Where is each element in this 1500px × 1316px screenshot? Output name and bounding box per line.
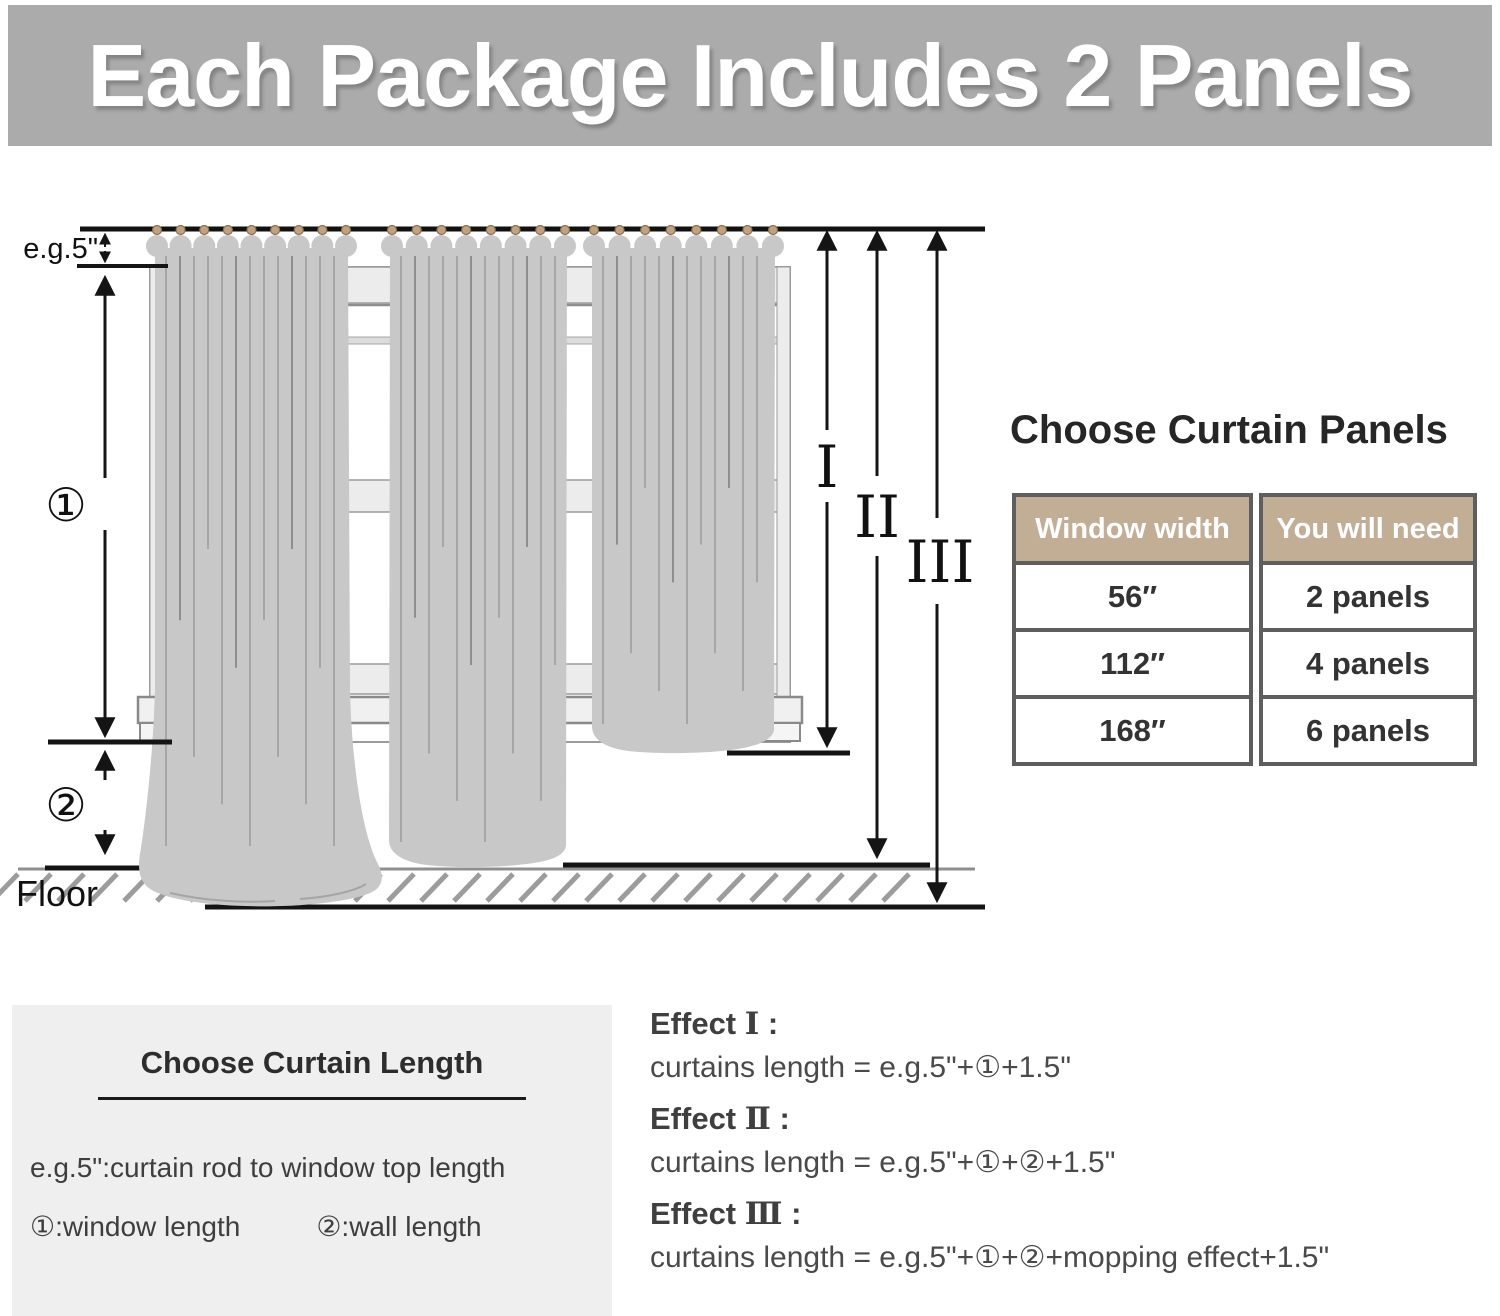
table-cell: 6 panels bbox=[1263, 695, 1473, 762]
floor-hatching bbox=[0, 874, 909, 901]
effect-2-label: Effect Ⅱ : bbox=[650, 1101, 790, 1137]
table-cell: 2 panels bbox=[1263, 561, 1473, 628]
circled-2-marker: ② bbox=[45, 779, 87, 831]
curtain-hooks bbox=[153, 226, 351, 235]
curtain-panel-floor-length bbox=[381, 235, 576, 867]
effect-1-marker: I bbox=[815, 433, 839, 501]
header-banner bbox=[8, 5, 1492, 146]
length-definition-eg5: e.g.5":curtain rod to window top length bbox=[30, 1152, 506, 1183]
curtain-panel-sill-length bbox=[583, 235, 784, 753]
floor-label: Floor bbox=[16, 873, 99, 914]
effects-formulas bbox=[650, 1006, 1500, 1291]
effect-3-label: Effect Ⅲ : bbox=[650, 1196, 802, 1232]
table-cell: 168″ bbox=[1016, 695, 1249, 762]
curtain-panel-mopping bbox=[139, 235, 382, 906]
column-header: Window width bbox=[1016, 497, 1249, 561]
column-header: You will need bbox=[1263, 497, 1473, 561]
circled-1-marker: ① bbox=[45, 479, 87, 531]
effect-2-marker: II bbox=[854, 483, 900, 551]
length-box-title: Choose Curtain Length bbox=[140, 1045, 484, 1080]
definition-wall-length: ②:wall length bbox=[316, 1211, 482, 1242]
window-width-column bbox=[1012, 493, 1253, 766]
definition-window-length: ①:window length bbox=[30, 1211, 241, 1242]
length-guide-box bbox=[12, 1005, 612, 1316]
length-definitions bbox=[30, 1210, 612, 1243]
rod-gap-label: e.g.5" bbox=[23, 233, 98, 265]
table-cell: 4 panels bbox=[1263, 628, 1473, 695]
effect-1-formula: curtains length = e.g.5"+①+1.5" bbox=[650, 1051, 1071, 1084]
page-title: Each Package Includes 2 Panels bbox=[87, 25, 1413, 125]
panels-table bbox=[1012, 493, 1477, 766]
effect-2-formula: curtains length = e.g.5"+①+②+1.5" bbox=[650, 1146, 1116, 1179]
rod-gap-measure bbox=[23, 233, 105, 265]
panels-table-title: Choose Curtain Panels bbox=[1010, 408, 1448, 452]
table-cell: 56″ bbox=[1016, 561, 1249, 628]
title-underline bbox=[98, 1097, 526, 1100]
effect-3-marker: III bbox=[905, 528, 975, 596]
effect-3-formula: curtains length = e.g.5"+①+②+mopping effect+1.5" bbox=[650, 1241, 1330, 1274]
panels-needed-column bbox=[1259, 493, 1477, 766]
effect-1-label: Effect Ⅰ : bbox=[650, 1006, 779, 1042]
table-cell: 112″ bbox=[1016, 628, 1249, 695]
